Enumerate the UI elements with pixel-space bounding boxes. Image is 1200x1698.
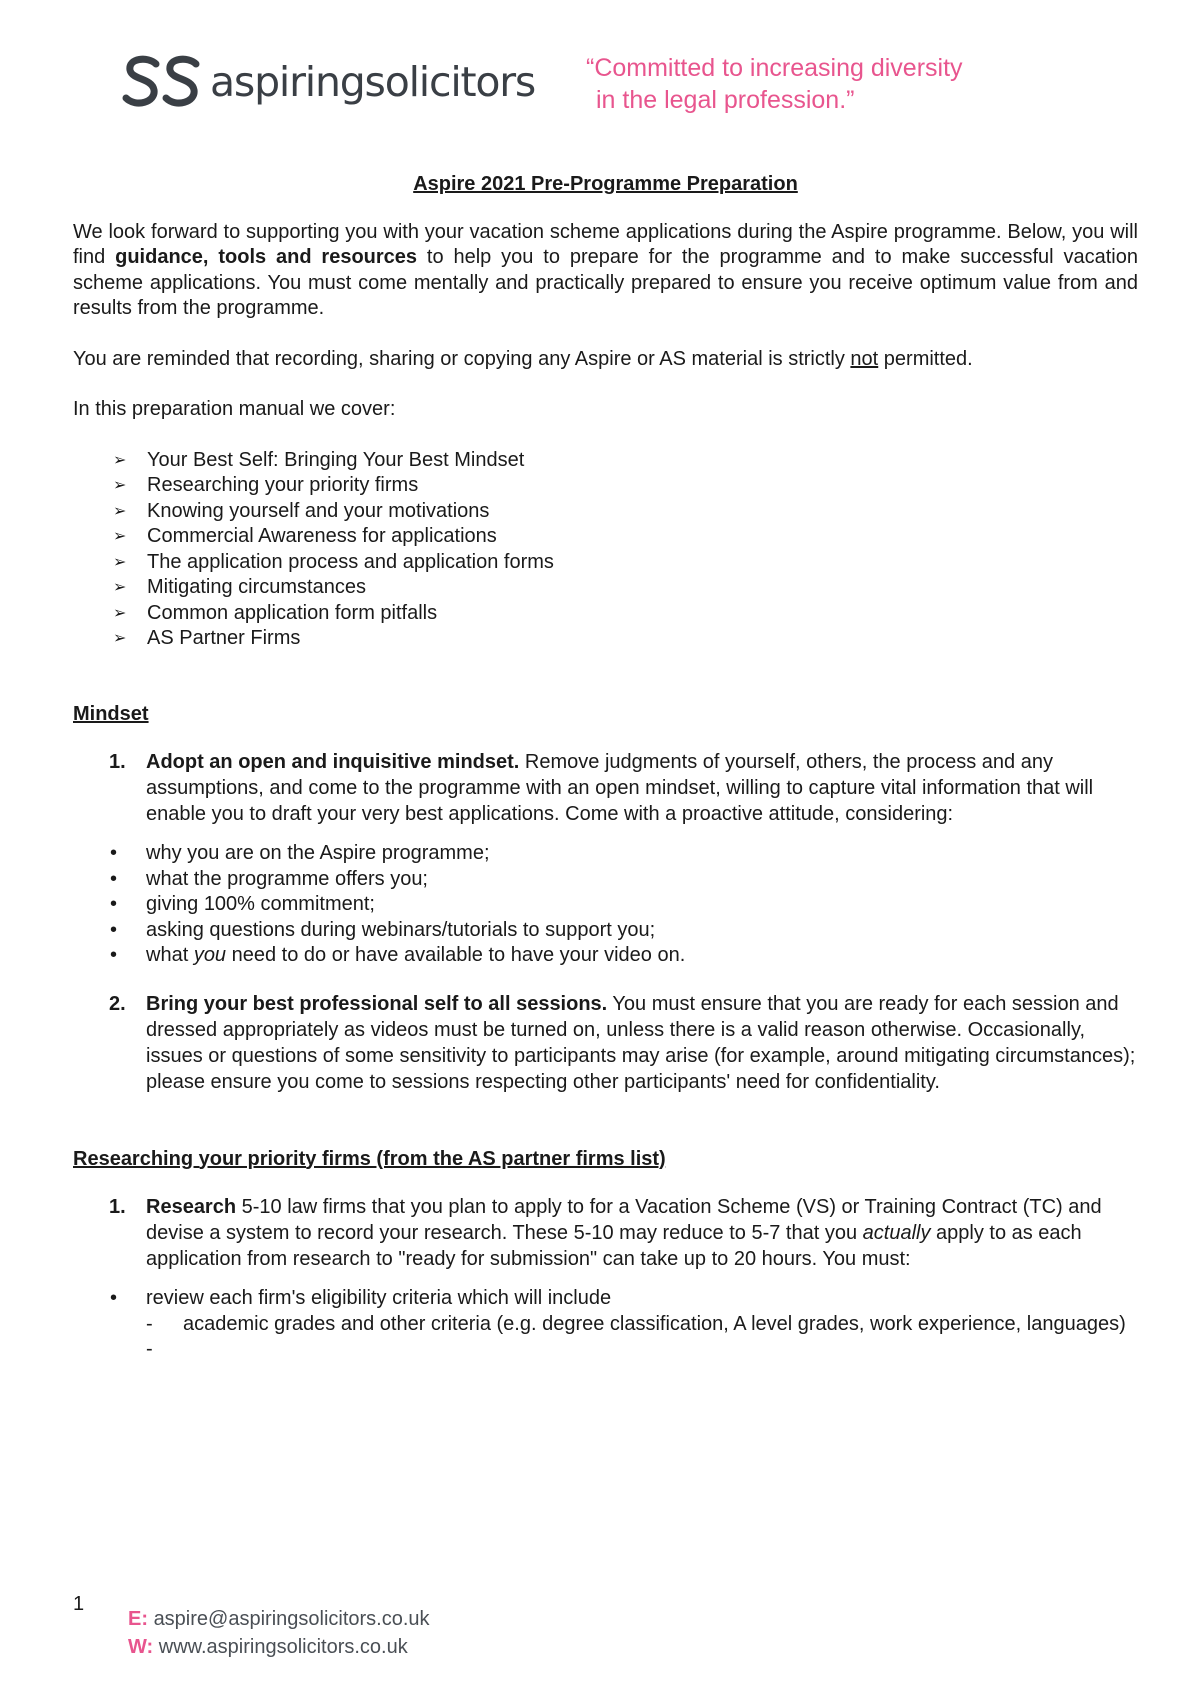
list-item xyxy=(73,918,1138,944)
sub-list-item xyxy=(73,1312,1138,1337)
list-item-text: what the programme offers you; xyxy=(146,867,428,890)
email-label: E: xyxy=(128,1608,148,1630)
list-item-text: Researching your priority firms xyxy=(147,474,419,496)
section-heading-mindset: Mindset xyxy=(73,702,149,725)
item-text: Remove judgments of yourself, others, the process and any assumptions, and come to the programme with an open mindset, willing to capture vital information that will enable you to draft your very best applications. Come with a proactive attitude, considering: xyxy=(146,751,1094,825)
letterhead xyxy=(122,52,1022,122)
tagline-line-1: “Committed to increasing diversity xyxy=(586,54,963,82)
item-italic: actually xyxy=(862,1222,931,1244)
list-item-text: giving 100% commitment; xyxy=(146,893,375,915)
list-item xyxy=(113,626,1138,652)
item-number: 1. xyxy=(109,751,126,773)
footer-web-line xyxy=(128,1633,430,1661)
list-item xyxy=(73,867,1138,893)
list-item-text: Commercial Awareness for applications xyxy=(147,525,497,547)
list-item-text: Common application form pitfalls xyxy=(147,601,438,624)
item-bold-lead: Bring your best professional self to all sessions. xyxy=(146,992,608,1015)
list-item-text: what xyxy=(146,944,194,966)
arrow-bullet-icon: ➢ xyxy=(113,502,127,520)
arrow-bullet-icon: ➢ xyxy=(113,630,127,647)
intro-text: You are reminded that recording, sharing or copying any Aspire or AS material is strictly xyxy=(73,347,851,370)
list-item xyxy=(73,892,1138,918)
email-link[interactable]: aspire@aspiringsolicitors.co.uk xyxy=(153,1608,430,1630)
list-item xyxy=(113,550,1138,576)
section-heading-research: Researching your priority firms (from the AS partner firms list) xyxy=(73,1147,666,1170)
bullet-icon: • xyxy=(110,842,118,864)
contents-list xyxy=(113,448,1138,652)
list-item xyxy=(113,524,1138,550)
bullet-icon: • xyxy=(110,867,118,890)
list-item-text: Mitigating circumstances xyxy=(147,576,366,598)
dash-bullet: - xyxy=(146,1312,153,1335)
arrow-bullet-icon: ➢ xyxy=(113,477,127,494)
brand-logo xyxy=(122,52,535,112)
bullet-icon: • xyxy=(110,1287,118,1309)
arrow-bullet-icon: ➢ xyxy=(113,579,127,596)
numbered-item xyxy=(73,1194,1138,1272)
dash-bullet: - xyxy=(146,1337,153,1360)
list-item-italic: you xyxy=(193,944,227,966)
item-bold-lead: Adopt an open and inquisitive mindset. xyxy=(146,751,520,773)
item-number: 1. xyxy=(109,1196,126,1218)
item-text: 5-10 law firms that you plan to apply to for a Vacation Scheme (VS) or Training Contract (TC) and devise a system to record your research. These 5-10 may reduce to 5-7 that you xyxy=(146,1196,1102,1244)
page-number: 1 xyxy=(73,1593,85,1615)
list-item xyxy=(73,841,1138,867)
list-item-text: Knowing yourself and your motivations xyxy=(147,499,490,522)
list-item xyxy=(113,575,1138,601)
tagline-line-2: in the legal profession.” xyxy=(596,86,855,114)
intro-bold-text: guidance, tools and resources xyxy=(115,246,418,268)
intro-text: We look forward to supporting you with your vacation scheme applications during the Aspire programme. Below, you will find xyxy=(73,220,1138,268)
brand-name: aspiringsolicitors xyxy=(210,58,536,106)
intro-text: to help you to prepare for the programme and to make successful vacation scheme applications. You must come mentally and practically prepared to ensure you receive optimum value from and results from the programme. xyxy=(73,246,1138,319)
list-item-text: asking questions during webinars/tutorials to support you; xyxy=(146,918,656,941)
numbered-item xyxy=(73,991,1138,1095)
mindset-bullet-list xyxy=(73,841,1138,969)
list-item xyxy=(73,1286,1138,1312)
arrow-bullet-icon: ➢ xyxy=(113,528,127,545)
arrow-bullet-icon: ➢ xyxy=(113,451,127,469)
intro-text: permitted. xyxy=(878,347,973,370)
list-item-text: The application process and application forms xyxy=(147,550,554,573)
footer-contact xyxy=(128,1605,430,1661)
research-sub-list xyxy=(73,1312,1138,1360)
item-text: You must ensure that you are ready for each session and dressed appropriately as videos must be turned on, unless there is a valid reason otherwise. Occasionally, issues or questions of some sensitivity to participants may arise (for example, around mitigating circumstances); please ensure you come to sessions respecting other participants' need for confidentiality. xyxy=(146,992,1136,1093)
item-number: 2. xyxy=(109,992,126,1015)
list-item-text: review each firm's eligibility criteria which will include xyxy=(146,1287,612,1309)
list-item xyxy=(113,473,1138,499)
bullet-icon: • xyxy=(110,893,118,915)
document-title: Aspire 2021 Pre-Programme Preparation xyxy=(413,173,798,195)
website-link[interactable]: www.aspiringsolicitors.co.uk xyxy=(158,1636,408,1658)
footer-email-line xyxy=(128,1605,430,1633)
bullet-icon: • xyxy=(110,944,118,966)
item-bold-lead: Research xyxy=(146,1196,237,1218)
sub-list-item-text: academic grades and other criteria (e.g. degree classification, A level grades, work experience, languages) xyxy=(183,1312,1126,1335)
intro-paragraph-2 xyxy=(73,347,1138,373)
list-item-text: Your Best Self: Bringing Your Best Mindset xyxy=(147,448,525,471)
numbered-item xyxy=(73,749,1138,827)
web-label: W: xyxy=(128,1636,154,1658)
tagline xyxy=(586,52,963,116)
bullet-icon: • xyxy=(110,918,118,941)
intro-underlined-text: not xyxy=(850,347,879,370)
list-item xyxy=(113,499,1138,525)
arrow-bullet-icon: ➢ xyxy=(113,604,127,622)
list-item xyxy=(113,448,1138,474)
intro-paragraph-3: In this preparation manual we cover: xyxy=(73,398,396,420)
intro-paragraph-1 xyxy=(73,220,1138,322)
research-bullet-list xyxy=(73,1286,1138,1312)
list-item xyxy=(113,601,1138,627)
as-logo-icon xyxy=(122,52,200,112)
list-item-text: why you are on the Aspire programme; xyxy=(146,842,490,864)
arrow-bullet-icon: ➢ xyxy=(113,553,127,571)
list-item xyxy=(73,943,1138,969)
list-item-text: need to do or have available to have your video on. xyxy=(226,944,686,966)
list-item-text: AS Partner Firms xyxy=(147,627,301,649)
document-body xyxy=(73,172,1138,1360)
item-text: apply to as each application from research to "ready for submission" can take up to 20 hours. You must: xyxy=(146,1222,1082,1270)
